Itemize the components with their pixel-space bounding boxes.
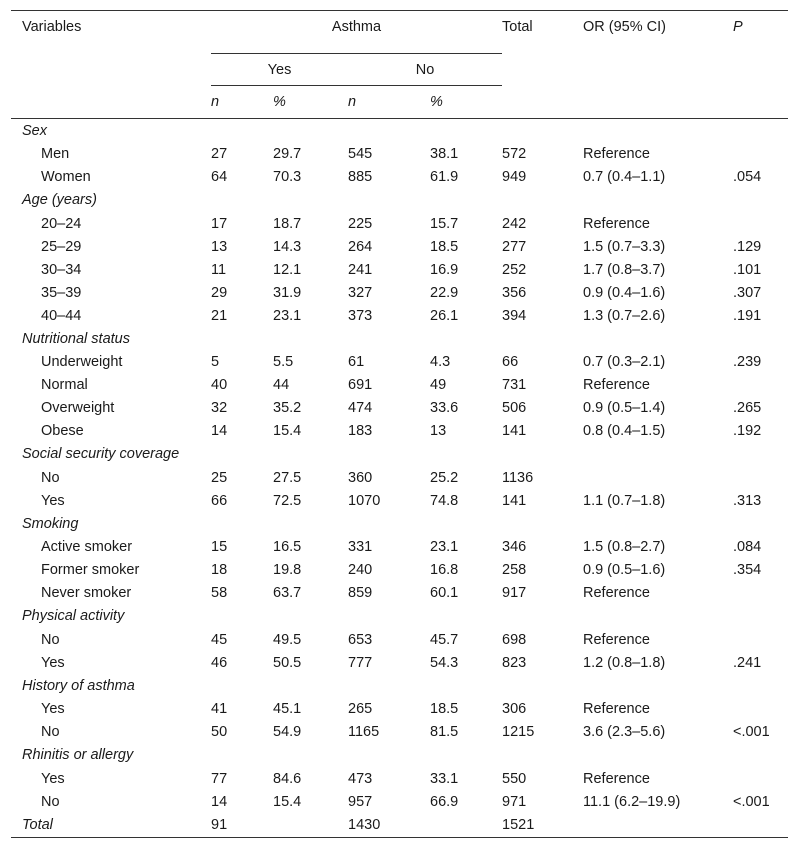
header-no-pct: % [430,94,443,110]
cell-yes-pct: 31.9 [273,284,302,301]
cell-total: 141 [502,423,527,439]
cell-yes-pct: 35.2 [273,400,302,416]
cell-no-n: 225 [348,215,373,232]
cell-yes-n: 64 [211,169,228,185]
header-or: OR (95% CI) [583,19,666,35]
cell-total: 572 [502,146,527,162]
cell-or: 1.5 (0.7–3.3) [583,238,666,255]
cell-p [733,582,788,605]
cell-total: 971 [502,793,527,810]
cell-no-pct: 54.3 [430,654,459,671]
table-row [11,143,788,166]
cell-no-n: 1070 [348,492,381,509]
cell-p [733,143,788,166]
row-label: Obese [41,423,84,439]
cell-no-n: 373 [348,307,373,324]
cell-p [733,698,788,721]
table-row [11,767,788,790]
cell-p [733,212,788,235]
table-row [11,790,788,813]
cell-p: .265 [733,400,762,416]
cell-no-n: 61 [348,354,365,370]
cell-no-pct: 45.7 [430,631,459,648]
cell-yes-pct: 84.6 [273,770,302,787]
cell-total: 1521 [502,817,535,833]
category-label: Rhinitis or allergy [22,747,134,764]
table-row [11,536,788,559]
row-label: Former smoker [41,562,140,578]
cell-yes-pct: 70.3 [273,169,302,185]
row-label: Yes [41,654,65,671]
cell-no-pct: 15.7 [430,215,459,232]
table-row [11,351,788,374]
cell-no-pct: 25.2 [430,469,459,486]
cell-yes-pct: 5.5 [273,354,294,370]
row-label: Overweight [41,400,115,416]
cell-no-n: 777 [348,654,373,671]
cell-yes-n: 40 [211,377,228,393]
cell-p: .054 [733,169,762,185]
row-label: Underweight [41,354,123,370]
table-row [11,559,788,582]
cell-yes-n: 14 [211,793,228,810]
category-row [11,744,788,768]
cell-total: 346 [502,539,527,555]
cell-total: 1215 [502,724,535,740]
table-row [11,651,788,674]
cell-no-pct: 16.9 [430,261,459,278]
cell-no-n: 327 [348,284,373,301]
asthma-table [11,10,788,838]
total-row [11,813,788,838]
cell-or: 1.3 (0.7–2.6) [583,307,666,324]
cell-or: 1.1 (0.7–1.8) [583,492,666,509]
cell-total: 306 [502,701,527,717]
row-label: 20–24 [41,215,82,232]
cell-yes-pct: 49.5 [273,631,302,648]
category-label: Sex [22,122,47,139]
cell-no-pct: 60.1 [430,585,459,601]
cell-p: .241 [733,654,762,671]
table-row [11,212,788,235]
cell-yes-pct: 12.1 [273,261,302,278]
cell-yes-n: 11 [211,261,227,278]
cell-no-n: 691 [348,377,373,393]
cell-no-pct: 18.5 [430,701,459,717]
row-label: Women [41,169,91,185]
row-label: Never smoker [41,585,132,601]
table-row [11,628,788,651]
cell-p: .129 [733,238,762,255]
table-row [11,420,788,443]
cell-p: .191 [733,307,762,324]
cell-yes-n: 46 [211,654,228,671]
cell-yes-n: 58 [211,585,228,601]
header-total: Total [502,19,533,35]
cell-total: 277 [502,238,527,255]
cell-or: 0.9 (0.4–1.6) [583,284,666,301]
cell-or: 11.1 (6.2–19.9) [583,793,681,810]
category-row [11,605,788,629]
cell-total: 506 [502,400,527,416]
cell-p: .313 [733,492,762,509]
cell-no-pct: 33.1 [430,770,459,787]
header-no: No [348,54,502,86]
cell-no-n: 1430 [348,817,381,833]
cell-no-n: 1165 [348,724,380,740]
row-label: Normal [41,377,88,393]
cell-yes-pct: 50.5 [273,654,302,671]
cell-yes-pct: 44 [273,377,290,393]
table-row [11,281,788,304]
cell-no-pct: 22.9 [430,284,459,301]
cell-no-n: 545 [348,146,373,162]
row-label: Yes [41,492,65,509]
cell-no-n: 264 [348,238,373,255]
cell-yes-pct: 54.9 [273,724,302,740]
header-p: P [733,19,743,35]
cell-or [583,466,733,489]
cell-yes-n: 50 [211,724,228,740]
table-row [11,235,788,258]
category-label: Social security coverage [22,446,180,463]
category-row [11,512,788,536]
cell-yes-pct: 23.1 [273,307,302,324]
cell-yes-n: 77 [211,770,228,787]
header-variables: Variables [22,19,82,35]
table-row [11,374,788,397]
header-asthma: Asthma [211,11,502,54]
cell-no-pct: 33.6 [430,400,459,416]
cell-p: .354 [733,562,762,578]
cell-total: 917 [502,585,527,601]
row-label: 25–29 [41,238,82,255]
cell-p: .307 [733,284,762,301]
cell-no-pct: 16.8 [430,562,459,578]
cell-or: Reference [583,215,650,232]
cell-p [733,767,788,790]
cell-or: Reference [583,146,650,162]
row-label: 30–34 [41,261,82,278]
table-row [11,466,788,489]
cell-or: 0.9 (0.5–1.4) [583,400,666,416]
cell-or: 3.6 (2.3–5.6) [583,724,666,740]
cell-or: 1.7 (0.8–3.7) [583,261,666,278]
cell-yes-n: 91 [211,817,228,833]
cell-p [733,374,788,397]
category-label: Physical activity [22,608,125,625]
category-label: Age (years) [22,192,97,209]
cell-p [733,466,788,489]
cell-yes-n: 45 [211,631,228,648]
cell-no-pct: 49 [430,377,447,393]
cell-or: 0.8 (0.4–1.5) [583,423,666,439]
row-label: Yes [41,770,65,787]
cell-or: 0.7 (0.4–1.1) [583,169,666,185]
row-label: No [41,469,60,486]
row-label: Men [41,146,70,162]
category-row [11,189,788,213]
cell-yes-pct: 14.3 [273,238,302,255]
cell-no-n: 474 [348,400,373,416]
cell-or: Reference [583,631,650,648]
cell-no-n: 885 [348,169,373,185]
cell-total: 550 [502,770,527,787]
cell-yes-n: 27 [211,146,228,162]
cell-total: 698 [502,631,527,648]
cell-p: <.001 [733,793,770,810]
cell-no-n: 265 [348,701,373,717]
cell-no-n: 360 [348,469,373,486]
cell-no-n: 240 [348,562,373,578]
cell-yes-pct: 19.8 [273,562,302,578]
cell-total: 141 [502,492,527,509]
cell-yes-n: 21 [211,307,228,324]
cell-no-n: 653 [348,631,373,648]
cell-no-n: 183 [348,423,373,439]
cell-yes-n: 17 [211,215,228,232]
category-label: Smoking [22,515,79,532]
cell-no-pct: 61.9 [430,169,459,185]
cell-p: .239 [733,354,762,370]
cell-no-pct: 13 [430,423,447,439]
cell-or: Reference [583,701,650,717]
cell-yes-n: 14 [211,423,228,439]
cell-yes-pct: 29.7 [273,146,302,162]
cell-no-n: 241 [348,261,373,278]
header-yes: Yes [211,54,348,86]
category-label: History of asthma [22,677,135,694]
cell-or: 0.7 (0.3–2.1) [583,354,666,370]
cell-total: 356 [502,284,527,301]
cell-total: 1136 [502,469,534,486]
cell-or: 1.5 (0.8–2.7) [583,539,666,555]
total-label: Total [22,817,53,833]
row-label: No [41,631,60,648]
row-label: Yes [41,701,65,717]
header-no-n: n [348,94,357,110]
cell-yes-n: 25 [211,469,228,486]
cell-p: .101 [733,261,762,278]
row-label: 40–44 [41,307,82,324]
cell-total: 394 [502,307,527,324]
cell-no-pct: 23.1 [430,539,459,555]
category-row [11,119,788,143]
cell-yes-pct: 16.5 [273,539,302,555]
cell-or: 1.2 (0.8–1.8) [583,654,666,671]
cell-total: 242 [502,215,527,232]
cell-or: Reference [583,377,650,393]
category-row [11,674,788,698]
cell-no-pct: 66.9 [430,793,459,810]
cell-no-n: 859 [348,585,373,601]
cell-yes-n: 5 [211,354,220,370]
cell-yes-n: 15 [211,539,228,555]
row-label: No [41,724,60,740]
cell-total: 731 [502,377,527,393]
category-label: Nutritional status [22,330,130,347]
cell-no-pct: 26.1 [430,307,459,324]
row-label: No [41,793,60,810]
cell-no-n: 473 [348,770,373,787]
cell-or: Reference [583,585,650,601]
category-row [11,327,788,351]
table-row [11,721,788,744]
cell-total: 252 [502,261,527,278]
cell-yes-pct: 15.4 [273,793,302,810]
header-yes-pct: % [273,94,286,110]
cell-no-pct: 4.3 [430,354,451,370]
cell-yes-pct: 63.7 [273,585,302,601]
cell-total: 949 [502,169,527,185]
cell-yes-n: 13 [211,238,228,255]
cell-yes-n: 18 [211,562,228,578]
cell-no-pct: 74.8 [430,492,459,509]
cell-no-pct: 38.1 [430,146,459,162]
cell-or: 0.9 (0.5–1.6) [583,562,666,578]
cell-p: .192 [733,423,762,439]
cell-yes-n: 29 [211,284,228,301]
cell-no-pct: 81.5 [430,724,459,740]
cell-p: <.001 [733,724,770,740]
table-row [11,258,788,281]
row-label: Active smoker [41,539,133,555]
header-yes-n: n [211,94,220,110]
cell-p [733,628,788,651]
cell-total: 258 [502,562,527,578]
table-row [11,698,788,721]
cell-or: Reference [583,770,650,787]
cell-yes-pct: 72.5 [273,492,302,509]
cell-yes-n: 32 [211,400,228,416]
cell-p: .084 [733,539,762,555]
table-row [11,304,788,327]
table-row [11,489,788,512]
cell-yes-n: 41 [211,701,228,717]
cell-total: 66 [502,354,519,370]
cell-yes-pct: 27.5 [273,469,302,486]
table-row [11,397,788,420]
cell-yes-pct: 18.7 [273,215,302,232]
cell-no-pct: 18.5 [430,238,459,255]
cell-total: 823 [502,654,527,671]
table-row [11,166,788,189]
cell-yes-pct: 15.4 [273,423,302,439]
cell-yes-pct: 45.1 [273,701,302,717]
cell-no-n: 331 [348,539,373,555]
category-row [11,443,788,467]
cell-no-n: 957 [348,793,373,810]
table-row [11,582,788,605]
cell-yes-n: 66 [211,492,228,509]
row-label: 35–39 [41,284,82,301]
